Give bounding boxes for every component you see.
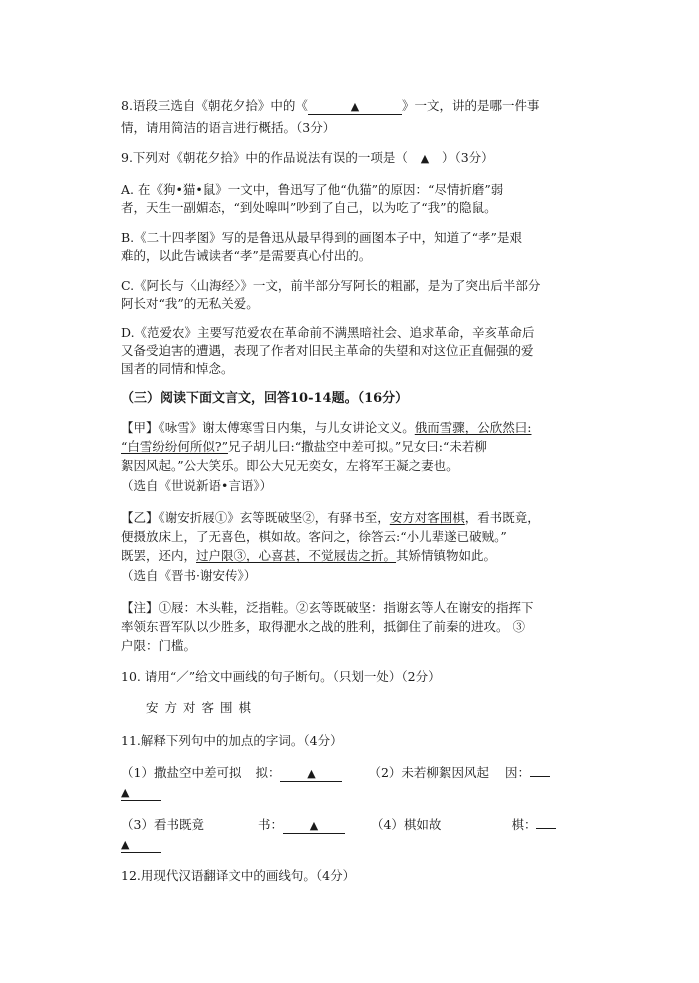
q9-option-b-line2: 难的，以此告诫读者“孝”是需要真心付出的。 <box>121 248 372 263</box>
yi-text: ，看书既竟， <box>464 510 540 525</box>
section-title: （三）阅读下面文言文，回答10-14题。（16分） <box>121 391 409 406</box>
jia-text: 兄子胡儿曰:“撒盐空中差可拟。”兄女曰:“未若柳 <box>227 439 487 454</box>
note-line3: 户限：门槛。 <box>121 638 197 653</box>
q12-stem: 12.用现代汉语翻译文中的画线句。（4分） <box>121 868 356 883</box>
jia-line3: 絮因风起。”公大笑乐。即公大兄无奕女，左将军王凝之妻也。 <box>121 458 459 473</box>
q8-text-post: 》一文，讲的是哪一件事 <box>401 98 540 113</box>
jia-underlined-text: 俄而雪骤，公欣然曰: <box>414 420 532 435</box>
q11-item4-blank-start <box>536 828 556 829</box>
yi-text: 【乙】《谢安折屐①》玄等既破坚②，有驿书至， <box>121 510 390 525</box>
q9-stem-post: ）（3分） <box>441 150 494 165</box>
jia-source: （选自《世说新语•言语》） <box>121 478 273 493</box>
q8-line1 <box>121 96 583 115</box>
q9-answer-blank <box>408 148 442 168</box>
yi-line3 <box>121 546 583 565</box>
q11-item2: （2）未若柳絮因风起 <box>368 765 489 780</box>
yi-text: 既罢，还内， <box>121 548 197 563</box>
q11-item3-blank <box>283 818 345 834</box>
jia-underlined-text: “白雪纷纷何所似?” <box>121 439 228 454</box>
q11-item1-word: 拟： <box>255 765 281 780</box>
yi-underlined-text: 安方对客围棋 <box>389 510 465 525</box>
jia-line1 <box>121 418 583 437</box>
q11-row1-cont <box>121 782 583 801</box>
note-line1: 【注】①屐：木头鞋，泛指鞋。②玄等既破坚：指谢玄等人在谢安的指挥下 <box>121 600 534 615</box>
q9-option-b-line1: B.《二十四孝图》写的是鲁迅从最早得到的画图本子中，知道了“孝”是艰 <box>121 230 522 245</box>
q11-item4: （4）棋如故 <box>370 817 442 832</box>
jia-line2 <box>121 437 583 456</box>
blank-triangle-icon: ▲ <box>121 786 130 799</box>
q11-item1-blank <box>280 766 342 782</box>
q11-stem: 11.解释下列句中的加点的字词。（4分） <box>121 733 343 748</box>
yi-line1 <box>121 508 583 527</box>
q9-option-d-line3: 国者的同情和悼念。 <box>121 361 234 376</box>
q11-item2-blank-end <box>121 785 161 801</box>
yi-underlined-text: 过户限③，心喜甚，不觉屐齿之折。 <box>196 548 397 563</box>
q11-row2 <box>121 815 583 834</box>
q11-item2-blank-start <box>530 776 550 777</box>
q9-option-a-line2: 者，天生一副媚态，“到处嗥叫”吵到了自己，以为吃了“我”的隐鼠。 <box>121 200 497 215</box>
blank-triangle-icon: ▲ <box>420 152 430 165</box>
q11-item2-word: 因： <box>504 765 530 780</box>
q11-item1: （1）撒盐空中差可拟 <box>121 765 242 780</box>
q9-option-c-line1: C.《阿长与〈山海经〉》一文，前半部分写阿长的粗鄙，是为了突出后半部分 <box>121 278 541 293</box>
q11-item4-word: 棋： <box>511 817 537 832</box>
q11-item4-blank-end <box>121 837 161 853</box>
q9-option-d-line1: D.《范爱农》主要写范爱农在革命前不满黑暗社会、追求革命，辛亥革命后 <box>121 325 535 340</box>
blank-triangle-icon: ▲ <box>350 100 360 113</box>
q11-row1 <box>121 763 583 782</box>
yi-text: 其矫情镇物如此。 <box>396 548 497 563</box>
jia-text: 【甲】《咏雪》谢太傅寒雪日内集，与儿女讲论文义。 <box>121 420 415 435</box>
blank-triangle-icon: ▲ <box>121 838 130 851</box>
q9-option-c-line2: 阿长对“我”的无私关爱。 <box>121 296 259 311</box>
q11-item3-word: 书： <box>257 817 283 832</box>
q9-stem <box>121 148 583 168</box>
yi-source: （选自《晋书·谢安传》） <box>121 568 257 583</box>
q9-stem-text: 9.下列对《朝花夕拾》中的作品说法有误的一项是（ <box>121 150 408 165</box>
q8-answer-blank <box>308 99 402 115</box>
q8-line2: 情，请用简洁的语言进行概括。（3分） <box>121 120 336 135</box>
q10-stem: 10. 请用“／”给文中画线的句子断句。（只划一处）（2分） <box>121 669 441 684</box>
q8-text: 8.语段三选自《朝花夕拾》中的《 <box>121 98 308 113</box>
q11-row2-cont <box>121 834 583 853</box>
blank-triangle-icon: ▲ <box>307 767 316 780</box>
yi-line2: 便摄放床上，了无喜色，棋如故。客问之，徐答云:“小儿辈遂已破贼。” <box>121 529 507 544</box>
q10-sentence: 安方对客围棋 <box>146 700 258 715</box>
blank-triangle-icon: ▲ <box>309 819 319 832</box>
q11-item3: （3）看书既竟 <box>121 817 204 832</box>
q9-option-a-line1: A. 在《狗•猫•鼠》一文中，鲁迅写了他“仇猫”的原因：“尽情折磨”弱 <box>121 182 504 197</box>
note-line2: 率领东晋军队以少胜多，取得淝水之战的胜利，抵御住了前秦的进攻。 ③ <box>121 619 525 634</box>
q9-option-d-line2: 又备受迫害的遭遇，表现了作者对旧民主革命的失望和对这位正直倔强的爱 <box>121 343 534 358</box>
